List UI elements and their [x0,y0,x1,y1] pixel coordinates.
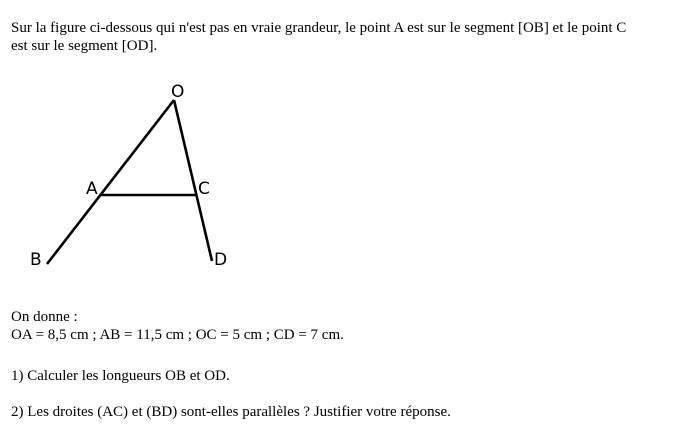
segment-OD [174,100,212,261]
label-point-C: C [198,179,210,199]
label-point-D: D [214,250,228,270]
given-heading: On donne : [11,309,78,325]
question-1: 1) Calculer les longueurs OB et OD. [11,368,230,384]
label-point-O: O [171,82,185,102]
label-point-A: A [86,179,98,199]
given-values: OA = 8,5 cm ; AB = 11,5 cm ; OC = 5 cm ; CD = 7 cm. [11,327,344,343]
intro-text-line-2: est sur le segment [OD]. [11,38,158,54]
question-2: 2) Les droites (AC) et (BD) sont-elles parallèles ? Justifier votre réponse. [11,404,451,420]
intro-text-line-1: Sur la figure ci-dessous qui n'est pas en vraie grandeur, le point A est sur le segment [OB] et le point C [11,20,627,36]
label-point-B: B [30,250,42,270]
segment-OB [47,100,174,264]
